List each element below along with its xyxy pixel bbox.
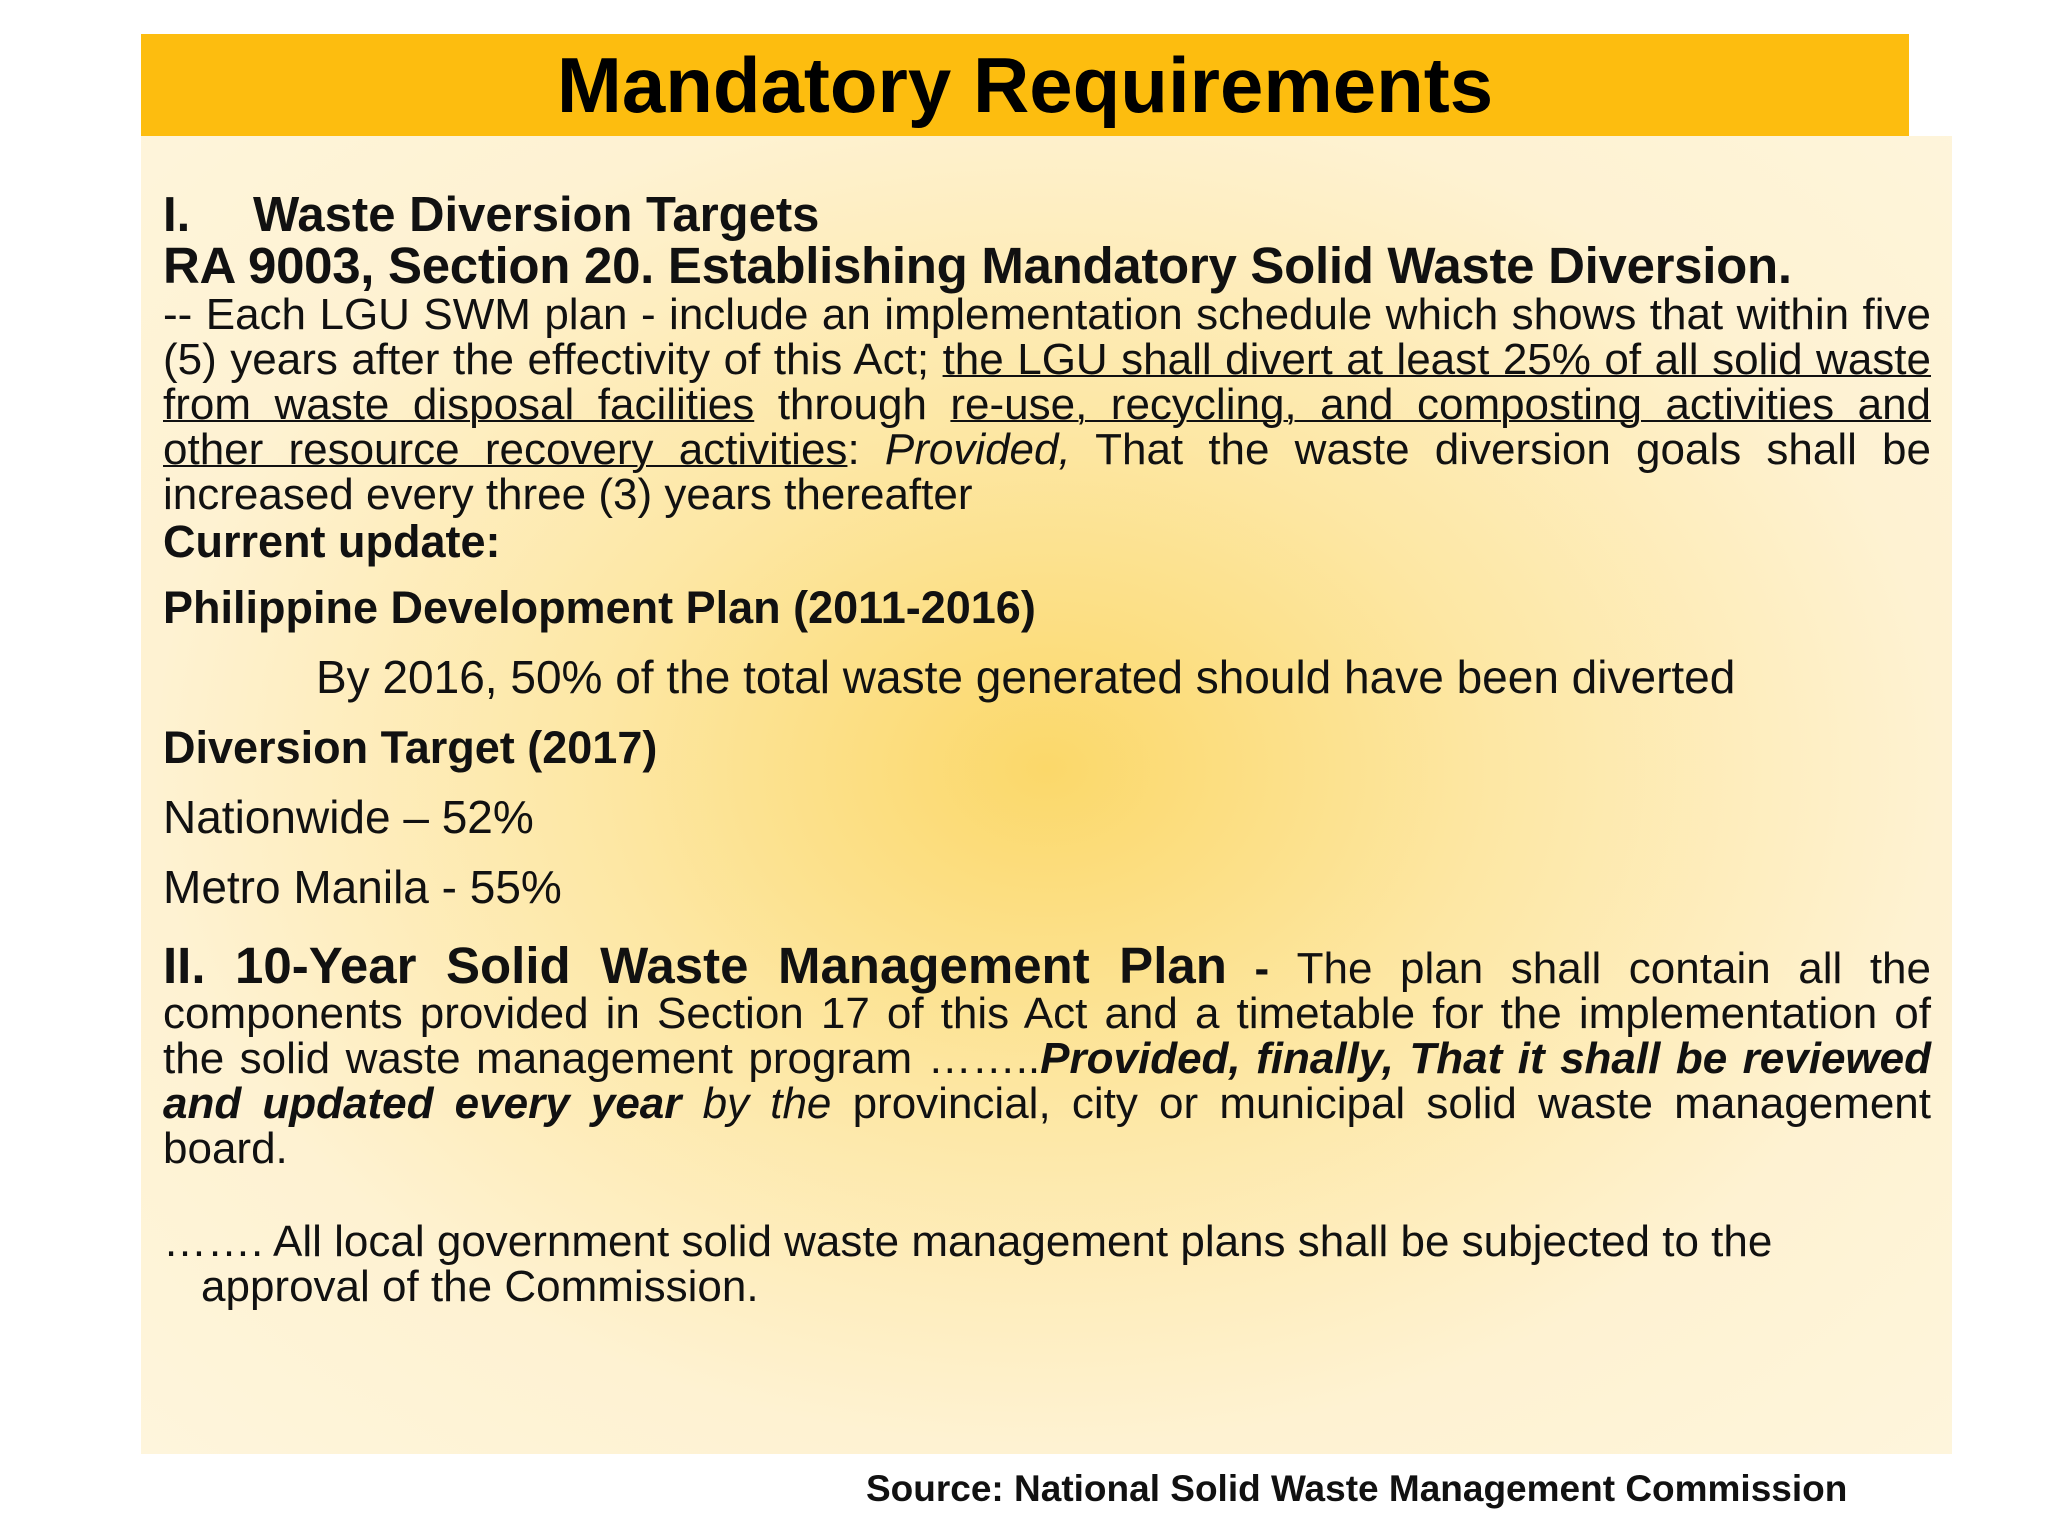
section-20-text-3: : <box>847 425 885 474</box>
section-2-italic: by the <box>681 1079 832 1128</box>
section-1-title: Waste Diversion Targets <box>253 188 820 242</box>
section-20-underlined-1: the LGU shall divert at least 25% of all solid waste from waste disposal facilities <box>163 335 1931 429</box>
section-2-dash: - <box>1226 944 1297 993</box>
nationwide-target: Nationwide – 52% <box>163 791 534 843</box>
diversion-target-label: Diversion Target (2017) <box>163 722 658 773</box>
pdp-label: Philippine Development Plan (2011-2016) <box>163 582 1036 633</box>
content <box>163 190 1931 1309</box>
section-2-paragraph <box>163 937 1932 1173</box>
section-20-paragraph <box>163 292 1931 517</box>
pdp-text: By 2016, 50% of the total waste generated should have been diverted <box>316 651 1736 703</box>
section-20-underlined-2: re-use, recycling, and composting activities and other resource recovery activities <box>163 380 1932 474</box>
section-20-italic: Provided, <box>884 425 1071 474</box>
section-2-bold-italic: Provided, finally, That it shall be reviewed and updated every year <box>163 1034 1932 1128</box>
section-20-text-4: That the waste diversion goals shall be increased every three (3) years thereafter <box>163 425 1932 519</box>
ra-heading: RA 9003, Section 20. Establishing Mandatory Solid Waste Diversion. <box>163 237 1792 294</box>
section-20-text-1: -- Each LGU SWM plan - include an implementation schedule which shows that within five (5) years after the effectivity of this Act; <box>163 290 1931 384</box>
metro-manila-target: Metro Manila - 55% <box>163 861 562 913</box>
section-20-text-2: through <box>754 380 951 429</box>
title-bar <box>141 34 1909 136</box>
source-credit: Source: National Solid Waste Management Commission <box>866 1468 1848 1509</box>
section-1-number: I. <box>163 188 191 242</box>
section-2-text-2: provincial, city or municipal solid waste management board. <box>163 1079 1931 1173</box>
section-2-text-1: The plan shall contain all the components provided in Section 17 of this Act and a timetable for the implementation of the solid waste management program …….. <box>163 944 1931 1083</box>
slide-title: Mandatory Requirements <box>556 41 1494 129</box>
section-1-heading <box>163 190 1931 240</box>
approval-paragraph: ……. All local government solid waste management plans shall be subjected to the approval of the Commission. <box>163 1217 1773 1311</box>
section-2-heading: II. 10-Year Solid Waste Management Plan <box>163 937 1227 994</box>
current-update-label: Current update: <box>163 516 501 567</box>
